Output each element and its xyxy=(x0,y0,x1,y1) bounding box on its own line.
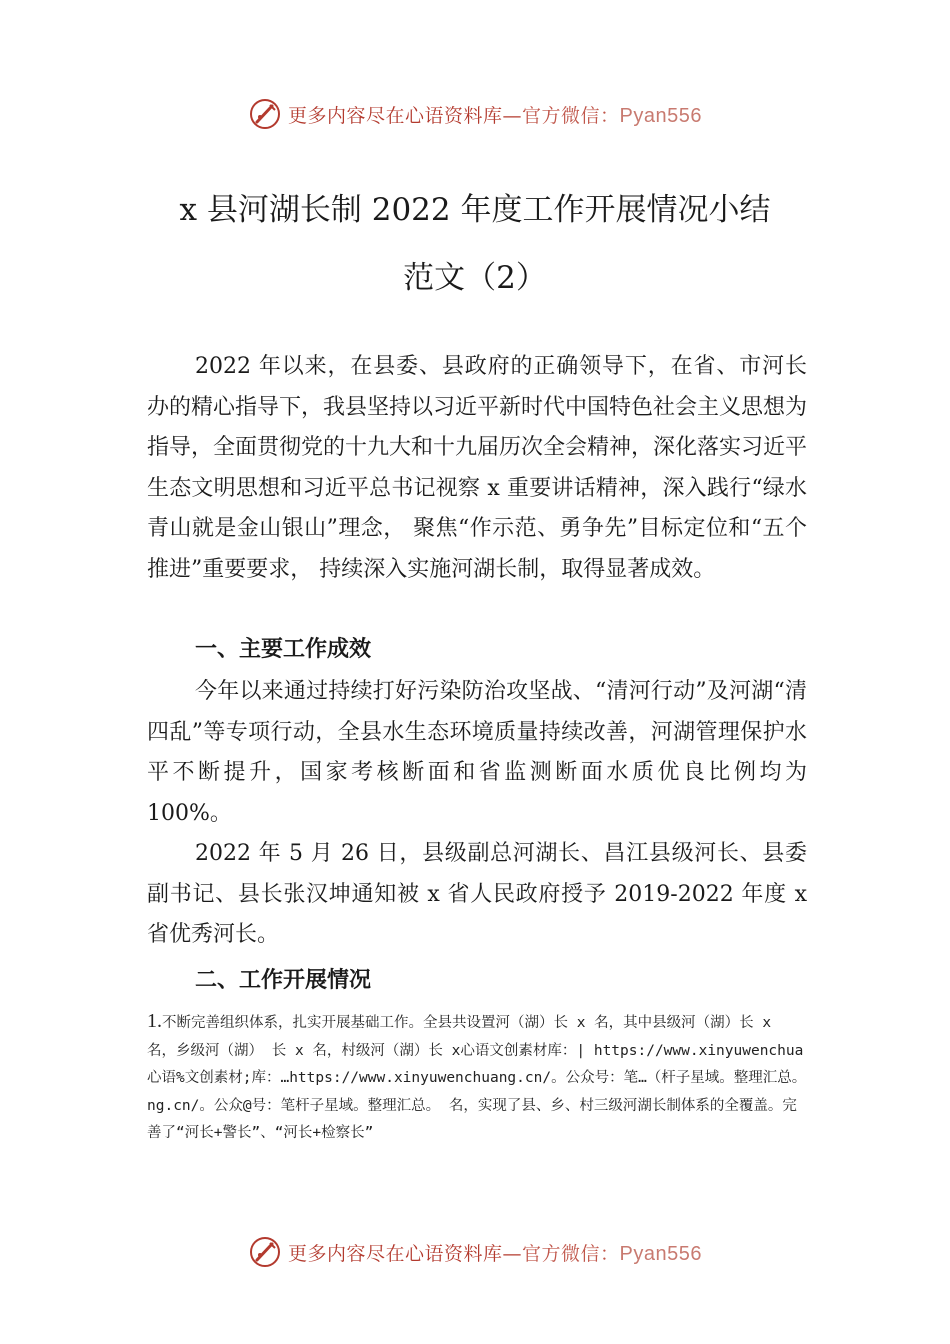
item-1-number: 1. xyxy=(147,1010,162,1032)
title-line-1: x 县河湖长制 2022 年度工作开展情况小结 xyxy=(179,192,771,228)
intro-paragraph: 2022 年以来，在县委、县政府的正确领导下，在省、市河长办的精心指导下，我县坚持以习近平新时代中国特色社会主义思想为指导，全面贯彻党的十九大和十九届历次全会精神，深化落实习近平生态文明思想和习近平总书记视察 x 重要讲话精神，深入践行“绿水青山就是金山银山”理念， 聚焦“作示范、勇争先”目标定位和“五个推进”重要要求， 持续深入实施河湖长制，取得显著成效。 xyxy=(147,354,808,582)
footer-banner xyxy=(0,1232,950,1272)
document-title xyxy=(100,176,850,312)
item-1-paragraph xyxy=(147,1008,807,1148)
achievements-paragraph: 今年以来通过持续打好污染防治攻坚战、“清河行动”及河湖“清四乱”等专项行动，全县水生态环境质量持续改善，河湖管理保护水平不断提升，国家考核断面和省监测断面水质优良比例均为 100%。 xyxy=(147,679,807,826)
pen-logo-icon xyxy=(248,97,282,131)
title-line-2: 范文（2） xyxy=(403,260,547,296)
item-1-text: 不断完善组织体系，扎实开展基础工作。全县共设置河（湖）长 x 名，其中县级河（湖）长 x 名，乡级河（湖） 长 x 名，村级河（湖）长 x心语文创素材库：| https://www.xinyuwenchua心语%文创素材;库：…https://www.xinyuwenchuang.cn/。公众号：笔…（杆子星域。整理汇总。ng.cn/。公众@号：笔杆子星域。整理汇总。 名，实现了县、乡、村三级河湖长制体系的全覆盖。完善了“河长+警长”、“河长+检察长” xyxy=(147,1015,807,1141)
section-heading-1: 一、主要工作成效 xyxy=(195,637,372,662)
award-paragraph: 2022 年 5 月 26 日，县级副总河湖长、昌江县级河长、县委副书记、县长张汉坤通知被 x 省人民政府授予 2019-2022 年度 x 省优秀河长。 xyxy=(147,841,807,947)
banner-text: 更多内容尽在心语资料库—官方微信：Pyan556 xyxy=(288,104,702,127)
banner-text: 更多内容尽在心语资料库—官方微信：Pyan556 xyxy=(288,1242,702,1265)
header-banner xyxy=(0,94,950,134)
section-heading-2: 二、工作开展情况 xyxy=(195,968,372,993)
pen-logo-icon xyxy=(248,1235,282,1269)
